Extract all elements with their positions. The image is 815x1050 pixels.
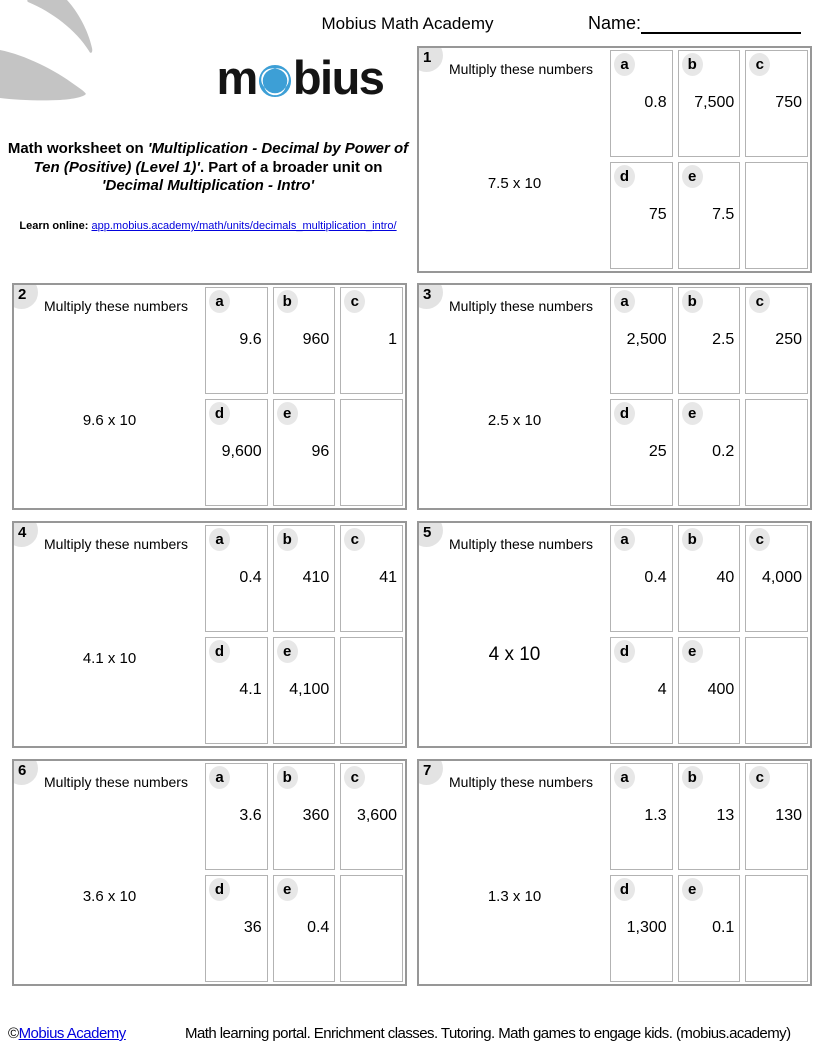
footer-tagline: Math learning portal. Enrichment classes. Tutoring. Math games to engage kids. (mobius.academy) [185,1025,791,1042]
choice-letter-badge: d [614,165,635,188]
logo-text-pre: m [216,51,257,104]
answer-cell-a [610,287,673,394]
problem-prompt: Multiply these numbers [44,298,188,314]
choice-value: 1 [388,331,397,348]
choice-value: 2,500 [626,331,667,348]
choice-value: 4.1 [239,681,262,698]
answer-cell-empty [745,637,808,744]
answer-cell-d [205,399,268,506]
problem-number: 7 [423,762,432,779]
choice-letter-badge: c [344,528,365,551]
answer-cell-a [610,525,673,632]
choice-value: 130 [775,807,802,824]
problem-number: 5 [423,524,432,541]
choice-letter-badge: e [277,878,298,901]
choice-value: 41 [379,569,397,586]
problem-expression: 1.3 x 10 [487,888,542,905]
answer-cell-empty [340,637,403,744]
problem-box-3 [417,283,812,510]
problem-box-1 [417,46,812,273]
choice-value: 4 [657,681,667,698]
answer-cell-b [678,763,741,870]
choice-value: 250 [775,331,802,348]
answer-cell-d [610,875,673,982]
problem-box-6 [12,759,407,986]
choice-letter-badge: e [682,165,703,188]
problem-prompt: Multiply these numbers [449,298,593,314]
problem-number: 1 [423,49,432,66]
name-label: Name: [588,13,642,33]
answer-cell-c [745,525,808,632]
problem-box-7 [417,759,812,986]
page-title: Mobius Math Academy [321,14,494,33]
choice-letter-badge: d [614,640,635,663]
answer-grid [610,525,808,744]
choice-letter-badge: a [209,290,230,313]
choice-letter-badge: a [209,528,230,551]
answer-cell-c [745,50,808,157]
answer-cell-e [273,399,336,506]
choice-letter-badge: d [614,402,635,425]
answer-cell-d [610,399,673,506]
problem-box-2 [12,283,407,510]
answer-cell-d [205,637,268,744]
problem-prompt: Multiply these numbers [449,61,593,77]
choice-letter-badge: c [749,528,770,551]
answer-cell-a [205,525,268,632]
worksheet-description [4,140,412,196]
choice-value: 0.8 [644,94,667,111]
choice-value: 7.5 [712,206,735,223]
answer-grid [610,50,808,269]
answer-cell-a [205,287,268,394]
name-blank-line[interactable] [641,13,801,34]
answer-cell-b [273,287,336,394]
mobius-logo-mark-icon [258,64,292,98]
answer-grid [205,763,403,982]
problem-prompt: Multiply these numbers [44,536,188,552]
problem-expression: 2.5 x 10 [487,412,542,429]
choice-letter-badge: a [614,53,635,76]
problem-expression: 4.1 x 10 [82,650,137,667]
problem-number: 4 [18,524,27,541]
problem-prompt: Multiply these numbers [44,774,188,790]
answer-cell-c [745,763,808,870]
choice-value: 0.1 [712,919,735,936]
choice-letter-badge: e [277,640,298,663]
choice-value: 1,300 [626,919,667,936]
choice-letter-badge: c [749,53,770,76]
choice-letter-badge: b [682,290,703,313]
choice-value: 2.5 [712,331,735,348]
problem-prompt: Multiply these numbers [449,774,593,790]
choice-value: 0.2 [712,443,735,460]
choice-value: 750 [775,94,802,111]
answer-cell-c [340,525,403,632]
answer-cell-c [340,763,403,870]
answer-cell-d [610,637,673,744]
copyright-symbol: © [8,1025,19,1042]
choice-letter-badge: b [277,766,298,789]
choice-letter-badge: e [277,402,298,425]
learn-online-link[interactable]: app.mobius.academy/math/units/decimals_multiplication_intro/ [91,220,397,232]
problem-number: 2 [18,286,27,303]
choice-value: 75 [648,206,667,223]
choice-letter-badge: b [277,528,298,551]
answer-cell-e [273,637,336,744]
answer-cell-c [745,287,808,394]
choice-value: 9,600 [221,443,262,460]
worksheet-topic: 'Multiplication - Decimal by Power of Ten (Positive) (Level 1)' [33,140,409,176]
choice-value: 0.4 [307,919,330,936]
choice-letter-badge: c [749,290,770,313]
description-text: Math worksheet on [7,140,148,157]
answer-cell-c [340,287,403,394]
choice-letter-badge: a [614,528,635,551]
choice-letter-badge: d [614,878,635,901]
choice-letter-badge: c [749,766,770,789]
answer-cell-d [205,875,268,982]
choice-letter-badge: e [682,640,703,663]
problem-expression: 7.5 x 10 [487,175,542,192]
choice-letter-badge: c [344,766,365,789]
problem-box-4 [12,521,407,748]
choice-value: 96 [311,443,330,460]
choice-value: 25 [648,443,667,460]
choice-value: 0.4 [239,569,262,586]
problem-expression: 4 x 10 [488,644,541,665]
choice-letter-badge: a [209,766,230,789]
problem-number: 6 [18,762,27,779]
answer-cell-e [678,875,741,982]
answer-cell-b [273,763,336,870]
mobius-logo [200,50,400,105]
answer-cell-e [678,399,741,506]
choice-letter-badge: e [682,878,703,901]
problem-expression: 3.6 x 10 [82,888,137,905]
answer-cell-empty [340,399,403,506]
unit-name: 'Decimal Multiplication - Intro' [101,177,315,194]
choice-value: 4,100 [289,681,330,698]
problem-box-5 [417,521,812,748]
problem-prompt: Multiply these numbers [449,536,593,552]
answer-cell-empty [745,162,808,269]
choice-letter-badge: a [614,766,635,789]
answer-cell-empty [745,399,808,506]
choice-value: 1.3 [644,807,667,824]
learn-online-row [4,220,412,232]
choice-value: 7,500 [694,94,735,111]
answer-grid [610,763,808,982]
choice-value: 9.6 [239,331,262,348]
choice-letter-badge: b [682,528,703,551]
choice-value: 4,000 [761,569,802,586]
choice-value: 0.4 [644,569,667,586]
choice-letter-badge: b [682,53,703,76]
answer-cell-a [610,50,673,157]
answer-cell-empty [340,875,403,982]
answer-cell-empty [745,875,808,982]
learn-online-label: Learn online: [19,220,89,232]
problem-number: 3 [423,286,432,303]
choice-letter-badge: d [209,878,230,901]
answer-cell-e [678,162,741,269]
answer-cell-d [610,162,673,269]
answer-cell-b [678,525,741,632]
problem-expression: 9.6 x 10 [82,412,137,429]
choice-letter-badge: b [277,290,298,313]
choice-value: 360 [302,807,330,824]
choice-letter-badge: b [682,766,703,789]
choice-value: 13 [716,807,735,824]
logo-text-post: bius [292,51,384,104]
choice-letter-badge: e [682,402,703,425]
choice-letter-badge: d [209,402,230,425]
answer-cell-b [678,50,741,157]
choice-value: 960 [302,331,330,348]
answer-cell-b [273,525,336,632]
answer-grid [610,287,808,506]
choice-value: 410 [302,569,330,586]
description-text: . Part of a broader unit on [199,158,383,176]
answer-cell-e [678,637,741,744]
answer-cell-a [610,763,673,870]
answer-grid [205,525,403,744]
choice-value: 400 [707,681,735,698]
choice-letter-badge: d [209,640,230,663]
answer-cell-a [205,763,268,870]
answer-cell-e [273,875,336,982]
choice-value: 36 [243,919,262,936]
choice-value: 3.6 [239,807,262,824]
footer-copyright [8,1025,126,1042]
answer-cell-b [678,287,741,394]
choice-letter-badge: a [614,290,635,313]
answer-grid [205,287,403,506]
choice-value: 3,600 [356,807,397,824]
mobius-academy-link[interactable]: Mobius Academy [18,1025,126,1042]
name-field [588,13,801,34]
choice-value: 40 [716,569,735,586]
choice-letter-badge: c [344,290,365,313]
